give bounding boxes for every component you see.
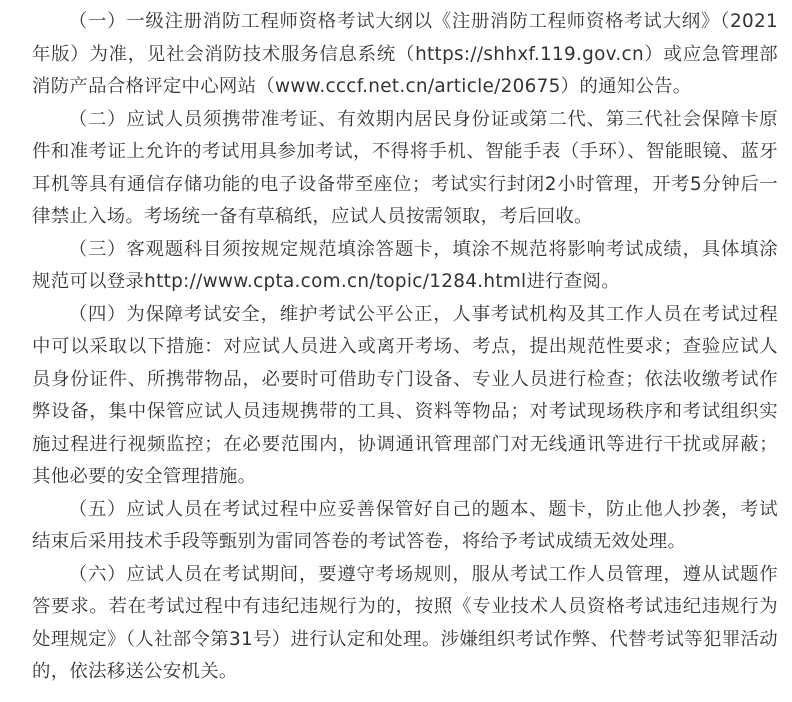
paragraph-1: （一）一级注册消防工程师资格考试大纲以《注册消防工程师资格考试大纲》（2021年版）为准，见社会消防技术服务信息系统（https://shhxf.119.gov.cn）或应急管理部消防产品合格评定中心网站（www.cccf.net.cn/article/20675）的通知公告。 (32, 11, 778, 97)
paragraph-3: （三）客观题科目须按规定规范填涂答题卡，填涂不规范将影响考试成绩，具体填涂规范可以登录http://www.cpta.com.cn/topic/1284.html进行查阅。 (32, 238, 778, 292)
paragraph-4: （四）为保障考试安全，维护考试公平公正，人事考试机构及其工作人员在考试过程中可以采取以下措施：对应试人员进入或离开考场、考点，提出规范性要求；查验应试人员身份证件、所携带物品，必要时可借助专门设备、专业人员进行检查；依法收缴考试作弊设备，集中保管应试人员违规携带的工具、资料等物品；对考试现场秩序和考试组织实施过程进行视频监控；在必要范围内，协调通讯管理部门对无线通讯等进行干扰或屏蔽；其他必要的安全管理措施。 (32, 303, 778, 487)
paragraph-5: （五）应试人员在考试过程中应妥善保管好自己的题本、题卡，防止他人抄袭，考试结束后采用技术手段等甄别为雷同答卷的考试答卷，将给予考试成绩无效处理。 (32, 498, 778, 552)
paragraph-2: （二）应试人员须携带准考证、有效期内居民身份证或第二代、第三代社会保障卡原件和准考证上允许的考试用具参加考试，不得将手机、智能手表（手环）、智能眼镜、蓝牙耳机等具有通信存储功能的电子设备带至座位；考试实行封闭2小时管理，开考5分钟后一律禁止入场。考场统一备有草稿纸，应试人员按需领取，考后回收。 (32, 108, 778, 227)
paragraph-6: （六）应试人员在考试期间，要遵守考场规则，服从考试工作人员管理，遵从试题作答要求。若在考试过程中有违纪违规行为的，按照《专业技术人员资格考试违纪违规行为处理规定》（人社部令第31号）进行认定和处理。涉嫌组织考试作弊、代替考试等犯罪活动的，依法移送公安机关。 (32, 563, 778, 682)
